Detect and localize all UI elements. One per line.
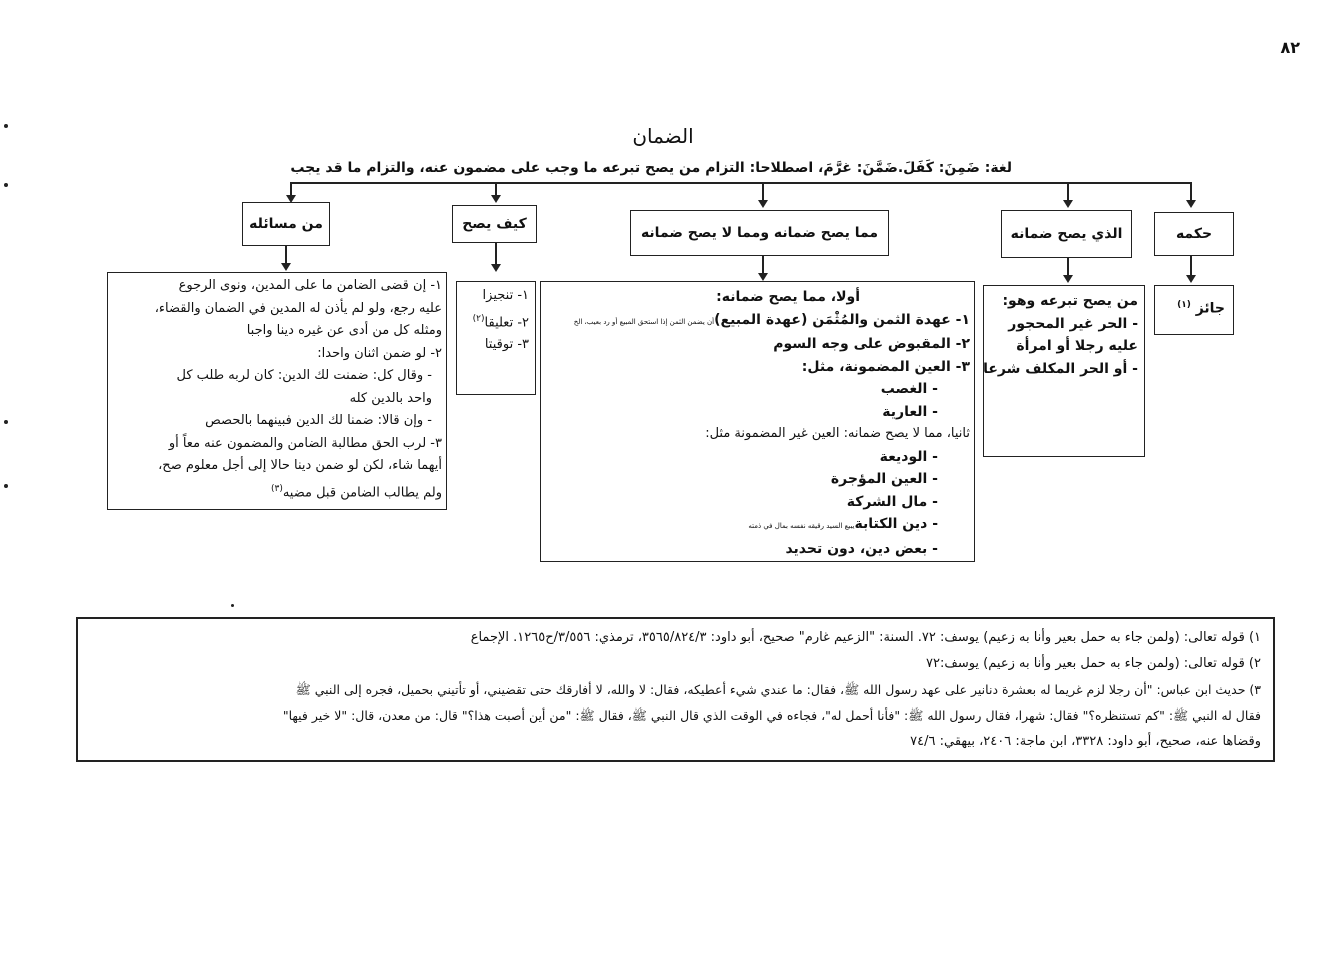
what-item-1-note: أن يضمن الثمن إذا استحق المبيع أو رد بعيب، الخ (573, 317, 715, 326)
what-item-3-sub-1: - الغصب (880, 381, 938, 397)
what-second-title: ثانيا، مما لا يصح ضمانه: العين غير المضمونة مثل: (705, 426, 970, 441)
footnote-ref-2: (٢) (472, 313, 485, 324)
definition: لغة: ضَمِنَ: كَفَلَ.ضَمَّنَ: غرَّمَ، اصطلاحا: التزام من يصح تبرعه ما وجب على مضمون عنه، والتزام ما قد يجب (290, 160, 1012, 176)
footnotes-box (76, 617, 1275, 762)
what-second-item-1: - الوديعة (879, 448, 938, 465)
how-header-label: كيف يصح (462, 216, 527, 232)
arrow-who-down (1063, 275, 1073, 283)
issues-line-7: - وإن قالا: ضمنا لك الدين فبينهما بالحصص (205, 413, 432, 428)
connector-how-down (495, 243, 497, 265)
arrow-what (758, 200, 768, 208)
what-second-item-3: - مال الشركة (846, 493, 938, 510)
what-last: - بعض دين، دون تحديد (785, 540, 938, 557)
footnote-ref-3: (٣) (270, 483, 283, 494)
what-item-3-sub-2: - العارية (882, 403, 938, 420)
connector-horizontal (290, 182, 1190, 184)
box-what-header (630, 210, 889, 256)
connector-what-down (762, 256, 764, 274)
arrow-who (1063, 200, 1073, 208)
issues-line-10: ولم يطالب الضامن قبل مضيه$^{(٣)}$ (270, 483, 442, 500)
what-first-title: أولا، مما يصح ضمانه: (716, 289, 860, 305)
scan-mark (4, 124, 8, 128)
connector-what (762, 182, 764, 202)
issues-header-label: من مسائله (249, 216, 323, 232)
hukm-content: جائز $^{(١)}$ (1177, 300, 1225, 317)
issues-line-8: ٣- لرب الحق مطالبة الضامن والمضمون عنه معاً أو (168, 435, 442, 451)
connector-issues-down (285, 246, 287, 264)
footnote-1: ١) قوله تعالى: (ولمن جاء به حمل بعير وأنا به زعيم) يوسف: ٧٢. السنة: "الزعيم غارم" صحيح، أبو داود: ٣٥٦٥/٨٢٤/٣، ترمذي: ٣/٥٥٦/ح١٢٦٥. الإجماع (470, 630, 1261, 645)
who-line-3: عليه رجلا أو امرأة (1016, 338, 1138, 354)
arrow-what-down (758, 273, 768, 281)
what-item-3: ٣- العين المضمونة، مثل: (801, 358, 970, 375)
footnote-2: ٢) قوله تعالى: (ولمن جاء به حمل بعير وأنا به زعيم) يوسف:٧٢ (926, 656, 1261, 671)
box-how-header (452, 205, 537, 243)
who-header-label: الذي يصح ضمانه (1010, 226, 1123, 242)
scan-mark (231, 604, 234, 607)
issues-line-9: أيهما شاء، لكن لو ضمن دينا حالا إلى أجل معلوم صح، (158, 458, 442, 473)
scan-mark (4, 484, 8, 488)
scan-mark (4, 183, 8, 187)
connector-who-down (1067, 258, 1069, 276)
who-line-4: - أو الحر المكلف شرعا (983, 360, 1138, 377)
issues-line-5: - وقال كل: ضمنت لك الدين: كان لربه طلب كل (176, 368, 432, 383)
box-hukm-header (1154, 212, 1234, 256)
box-who-content (983, 285, 1145, 457)
issues-line-1: ١- إن قضى الضامن ما على المدين، ونوى الرجوع (178, 278, 442, 293)
box-hukm-content (1154, 285, 1234, 335)
who-line-1: من يصح تبرعه وهو: (1002, 293, 1138, 309)
footnote-3-line-3: وقضاها عنه، صحيح، أبو داود: ٣٣٢٨، ابن ماجة: ٢٤٠٦، بيهقي: ٧٤/٦ (910, 734, 1261, 749)
what-second-item-2: - العين المؤجرة (830, 471, 938, 487)
hukm-header-label: حكمه (1175, 226, 1213, 242)
who-line-2: - الحر غير المحجور (1008, 315, 1138, 332)
how-item-3: ٣- توقيتا (484, 337, 529, 353)
what-item-1: ١- عهدة الثمن والمُثْمَن (عهدة المبيع)أن يضمن الثمن إذا استحق المبيع أو رد بعيب، الخ (573, 311, 970, 328)
box-what-content (540, 281, 975, 562)
issues-line-3: ومثله كل من أدى عن غيره دينا واجبا (246, 323, 442, 338)
box-who-header (1001, 210, 1132, 258)
what-kitaba-note: يبيع السيد رقيقه نفسه بمال في ذمته (748, 522, 855, 530)
how-item-2: ٢- تعليقا$^{(٢)}$ (472, 313, 529, 330)
what-kitaba: - دين الكتابةيبيع السيد رقيقه نفسه بمال في ذمته (748, 516, 938, 532)
footnote-ref-1: (١) (1177, 300, 1191, 310)
arrow-how-down (491, 264, 501, 272)
arrow-how (491, 195, 501, 203)
page-title: الضمان (632, 124, 694, 148)
how-item-1: ١- تنجيزا (482, 288, 529, 303)
connector-who (1067, 182, 1069, 202)
what-header-label: مما يصح ضمانه ومما لا يصح ضمانه (640, 225, 879, 241)
arrow-hukm-down (1186, 275, 1196, 283)
box-how-content (456, 281, 536, 395)
arrow-issues-down (281, 263, 291, 271)
scan-mark (4, 420, 8, 424)
page-number: ٨٢ (1280, 38, 1300, 57)
connector-hukm (1190, 182, 1192, 202)
what-item-2: ٢- المقبوض على وجه السوم (773, 336, 970, 352)
issues-line-4: ٢- لو ضمن اثنان واحدا: (317, 345, 442, 361)
connector-hukm-down (1190, 256, 1192, 276)
box-issues-header (242, 202, 330, 246)
footnote-3: ٣) حديث ابن عباس: "أن رجلا لزم غريما له بعشرة دنانير على عهد رسول الله ﷺ، فقال: ما عندي شيء أعطيكه، فقال: لا والله، لا أفارقك حتى تقضيني، أو تأتيني بحميل، فجره إلى النبي ﷺ (295, 682, 1261, 697)
issues-line-6: واحد بالدين كله (349, 390, 432, 406)
box-issues-content (107, 272, 447, 510)
footnote-3-line-2: فقال له النبي ﷺ: "كم تستنظره؟" فقال: شهرا، فقال رسول الله ﷺ: "فأنا أحمل له"، فجاءه في الوقت الذي قال النبي ﷺ، فقال ﷺ: "من أين أصبت هذا؟" قال: من معدن، قال: "لا خير فيها" (282, 708, 1261, 723)
arrow-hukm (1186, 200, 1196, 208)
issues-line-2: عليه رجع، ولو لم يأذن له المدين في الضمان والقضاء، (154, 300, 442, 316)
